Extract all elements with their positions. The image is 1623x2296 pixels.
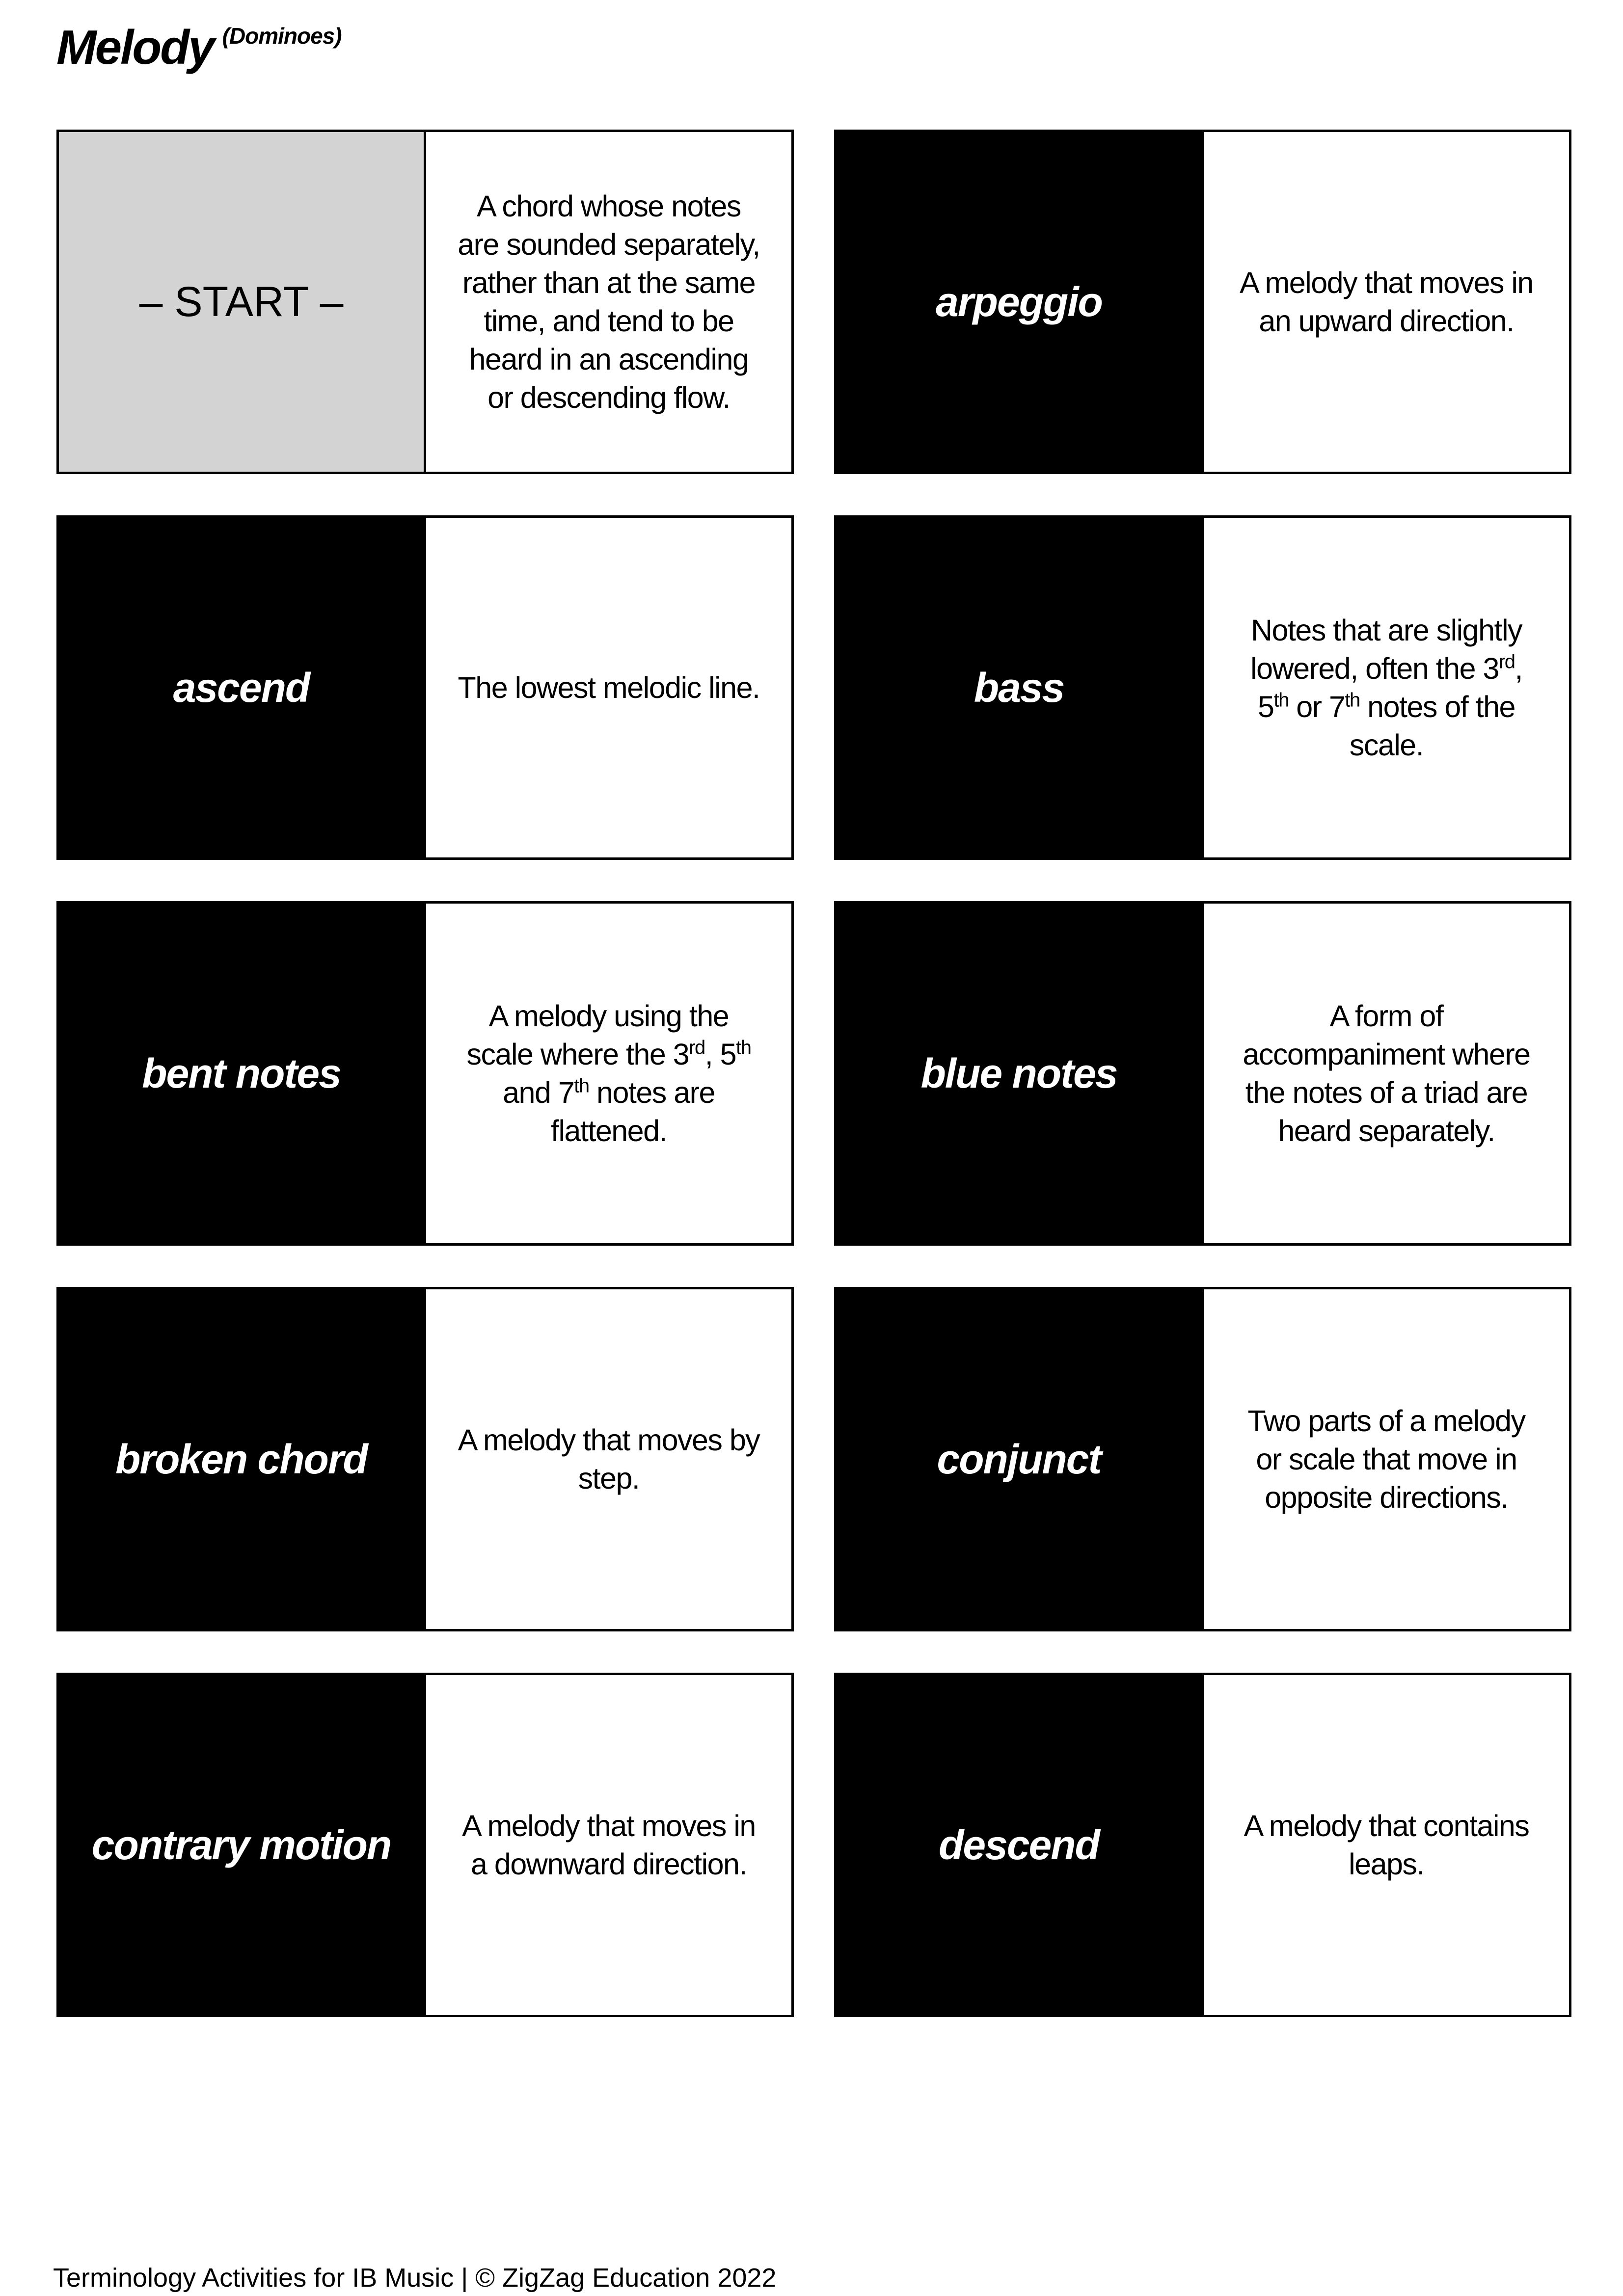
definition-line xyxy=(1259,302,1514,340)
definition-text: 5 xyxy=(1258,690,1274,723)
definition-text: or 7 xyxy=(1288,690,1345,723)
domino-term: bass xyxy=(837,518,1204,857)
domino-definition xyxy=(1204,904,1569,1243)
definition-text: flattened. xyxy=(551,1114,667,1148)
definition-line xyxy=(458,225,759,264)
definition-line xyxy=(1350,726,1423,764)
domino-card xyxy=(834,1287,1571,1631)
domino-definition xyxy=(426,132,791,472)
definition-line xyxy=(458,1421,760,1459)
definition-text: scale. xyxy=(1349,728,1424,762)
superscript: rd xyxy=(689,1037,705,1059)
domino-card xyxy=(834,130,1571,474)
definition-text: The lowest melodic line. xyxy=(458,671,760,704)
domino-definition xyxy=(1204,1675,1569,2015)
definition-line xyxy=(1251,611,1522,649)
definition-text: A melody that contains xyxy=(1244,1809,1529,1842)
superscript: th xyxy=(736,1037,751,1059)
definition-text: the notes of a triad are xyxy=(1245,1076,1528,1109)
page-title xyxy=(56,20,342,75)
definition-text: step. xyxy=(578,1462,640,1495)
definition-text: A chord whose notes xyxy=(477,189,741,223)
definition-text: time, and tend to be xyxy=(484,304,734,338)
definition-line xyxy=(1247,1402,1525,1440)
definition-line xyxy=(1245,1073,1527,1112)
definition-text: notes are xyxy=(589,1076,715,1109)
definition-text: scale where the 3 xyxy=(466,1038,689,1071)
superscript: th xyxy=(1273,689,1289,711)
domino-term: bent notes xyxy=(59,904,426,1243)
title-subtitle: (Dominoes) xyxy=(222,23,342,49)
definition-text: an upward direction. xyxy=(1259,304,1514,338)
definition-line xyxy=(462,264,755,302)
domino-definition xyxy=(426,518,791,857)
definition-text: A form of xyxy=(1329,999,1443,1033)
definition-line xyxy=(489,997,729,1035)
definition-text: or descending flow. xyxy=(487,381,730,414)
definition-text: or scale that move in xyxy=(1256,1442,1517,1476)
definition-line xyxy=(578,1459,640,1497)
definition-line xyxy=(458,668,760,707)
domino-term: arpeggio xyxy=(837,132,1204,472)
definition-text: A melody that moves in xyxy=(1240,266,1533,299)
definition-line xyxy=(469,340,749,378)
domino-term: broken chord xyxy=(59,1289,426,1629)
definition-text: Two parts of a melody xyxy=(1247,1404,1525,1438)
definition-text: heard in an ascending xyxy=(469,343,749,376)
definition-text: lowered, often the 3 xyxy=(1250,652,1499,685)
definition-line xyxy=(1256,1440,1516,1478)
definition-text: , 5 xyxy=(704,1038,736,1071)
definition-line xyxy=(1330,997,1443,1035)
definition-line xyxy=(1243,1035,1530,1073)
start-label: – START – xyxy=(59,132,426,472)
definition-text: A melody using the xyxy=(488,999,729,1033)
definition-text: and 7 xyxy=(503,1076,574,1109)
definition-line xyxy=(1265,1478,1508,1517)
definition-text: rather than at the same xyxy=(462,266,756,299)
definition-text: A melody that moves in xyxy=(462,1809,756,1842)
domino-definition xyxy=(1204,1289,1569,1629)
definition-text: heard separately. xyxy=(1278,1114,1495,1148)
domino-card xyxy=(56,1287,794,1631)
definition-text: Notes that are slightly xyxy=(1250,614,1522,647)
definition-text: leaps. xyxy=(1349,1847,1424,1881)
definition-line xyxy=(477,187,741,225)
definition-line xyxy=(1258,688,1515,726)
domino-definition xyxy=(426,1675,791,2015)
domino-term: descend xyxy=(837,1675,1204,2015)
definition-line xyxy=(1250,649,1522,688)
domino-card xyxy=(834,515,1571,860)
definition-text: A melody that moves by xyxy=(458,1423,760,1457)
domino-term: conjunct xyxy=(837,1289,1204,1629)
definition-line xyxy=(551,1112,667,1150)
domino-term: contrary motion xyxy=(59,1675,426,2015)
definition-line xyxy=(1240,264,1533,302)
domino-term: ascend xyxy=(59,518,426,857)
domino-card xyxy=(834,1673,1571,2017)
definition-text: opposite directions. xyxy=(1265,1481,1508,1514)
domino-card xyxy=(56,901,794,1246)
domino-card xyxy=(56,130,794,474)
definition-text: a downward direction. xyxy=(471,1847,747,1881)
definition-text: are sounded separately, xyxy=(458,228,760,261)
definition-line xyxy=(1349,1845,1424,1883)
superscript: rd xyxy=(1498,651,1515,673)
definition-text: , xyxy=(1515,652,1522,685)
definition-text: notes of the xyxy=(1359,690,1515,723)
definition-text: accompaniment where xyxy=(1243,1038,1530,1071)
definition-line xyxy=(484,302,733,340)
domino-card xyxy=(56,1673,794,2017)
domino-card xyxy=(56,515,794,860)
domino-definition xyxy=(426,904,791,1243)
definition-line xyxy=(467,1035,751,1073)
domino-definition xyxy=(1204,518,1569,857)
domino-card xyxy=(834,901,1571,1246)
definition-line xyxy=(462,1807,756,1845)
title-text: Melody xyxy=(56,20,214,74)
domino-definition xyxy=(1204,132,1569,472)
superscript: th xyxy=(574,1075,589,1097)
definition-line xyxy=(1244,1807,1529,1845)
definition-line xyxy=(503,1073,715,1112)
superscript: th xyxy=(1345,689,1360,711)
definition-line xyxy=(471,1845,747,1883)
domino-definition xyxy=(426,1289,791,1629)
domino-term: blue notes xyxy=(837,904,1204,1243)
definition-line xyxy=(1278,1112,1494,1150)
footer-text: Terminology Activities for IB Music | © ZigZag Education 2022 xyxy=(53,2263,777,2293)
definition-line xyxy=(487,378,730,417)
